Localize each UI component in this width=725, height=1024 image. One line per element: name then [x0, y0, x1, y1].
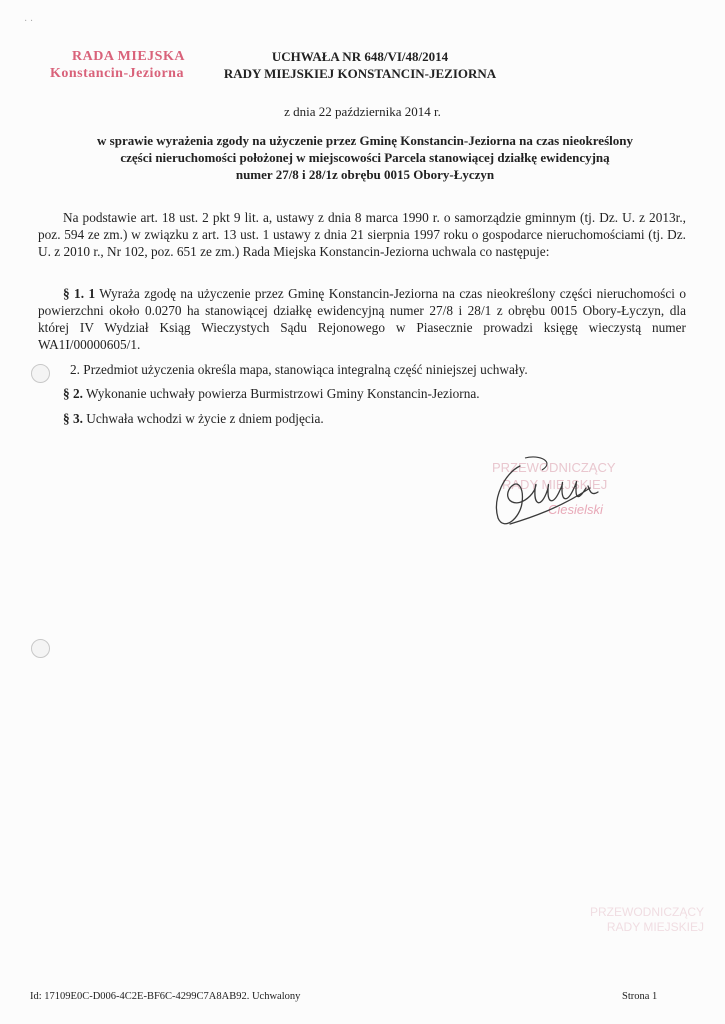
section-2-label: § 2. [63, 386, 83, 401]
stamp-text-2: RADY MIEJSKIEJ [502, 477, 608, 492]
title-line-1: UCHWAŁA NR 648/VI/48/2014 [271, 49, 449, 64]
scan-mark: · · [24, 16, 34, 27]
subject-line-3: numer 27/8 i 28/1z obrębu 0015 Obory-Łyczyn [235, 167, 495, 182]
stamp-text-3: Ciesielski [548, 502, 603, 517]
section-1-text: Wyraża zgodę na użyczenie przez Gminę Konstancin-Jeziorna na czas nieokreślony części nieruchomości o powierzchni około 0.0270 ha stanowiącej działkę ewidencyjną numer 27/8 i 28/1 z obrębu 0015 Obory-Łyczyn, dla której IV Wydział Ksiąg Wieczystych Sądu Rejonowego w Piasecznie prowadzi księgę wieczystą numer WA1I/00000605/1. [38, 286, 686, 352]
legal-basis-paragraph: Na podstawie art. 18 ust. 2 pkt 9 lit. a, ustawy z dnia 8 marca 1990 r. o samorządzie gminnym (tj. Dz. U. z 2013r., poz. 594 ze zm.) w związku z art. 13 ust. 1 ustawy z dnia 21 sierpnia 1997 roku o gospodarce nieruchomościami (tj. Dz. U. z 2010 r., Nr 102, poz. 651 ze zm.) Rada Miejska Konstancin-Jeziorna uchwala co następuje: [38, 210, 686, 259]
section-3-paragraph [63, 411, 324, 427]
resolution-subject [45, 132, 685, 183]
section-3-text: Uchwała wchodzi w życie z dniem podjęcia. [82, 411, 324, 426]
section-1-label: § 1. 1 [63, 286, 96, 301]
stamp-line-1: RADA MIEJSKA [72, 49, 185, 64]
document-id: Id: 17109E0C-D006-4C2E-BF6C-4299C7A8AB92. Uchwalony [30, 991, 301, 1002]
punch-hole-icon [31, 364, 50, 383]
section-3-label: § 3. [63, 411, 83, 426]
faint-stamp-ghost [590, 905, 704, 935]
resolution-date: z dnia 22 października 2014 r. [284, 104, 441, 119]
resolution-title [205, 48, 515, 82]
page-number: Strona 1 [622, 991, 658, 1002]
signature-icon [480, 448, 620, 538]
section-2-text: Wykonanie uchwały powierza Burmistrzowi Gminy Konstancin-Jeziorna. [82, 386, 480, 401]
title-line-2: RADY MIEJSKIEJ KONSTANCIN-JEZIORNA [223, 66, 497, 81]
section-2-paragraph [63, 386, 480, 402]
ghost-stamp-line-1: PRZEWODNICZĄCY [590, 905, 704, 919]
subject-line-1: w sprawie wyrażenia zgody na użyczenie przez Gminę Konstancin-Jeziorna na czas nieokreślony [97, 133, 633, 148]
subject-line-2: części nieruchomości położonej w miejscowości Parcela stanowiącej działkę ewidencyjną [120, 150, 610, 165]
punch-hole-icon [31, 639, 50, 658]
section-1-paragraph [38, 285, 686, 353]
section-1-point-2: 2. Przedmiot użyczenia określa mapa, stanowiąca integralną część niniejszej uchwały. [70, 362, 528, 377]
stamp-line-2: Konstancin-Jeziorna [50, 66, 184, 82]
ghost-stamp-line-2: RADY MIEJSKIEJ [606, 920, 704, 934]
council-stamp [50, 49, 185, 82]
stamp-text-1: PRZEWODNICZĄCY [492, 460, 616, 475]
